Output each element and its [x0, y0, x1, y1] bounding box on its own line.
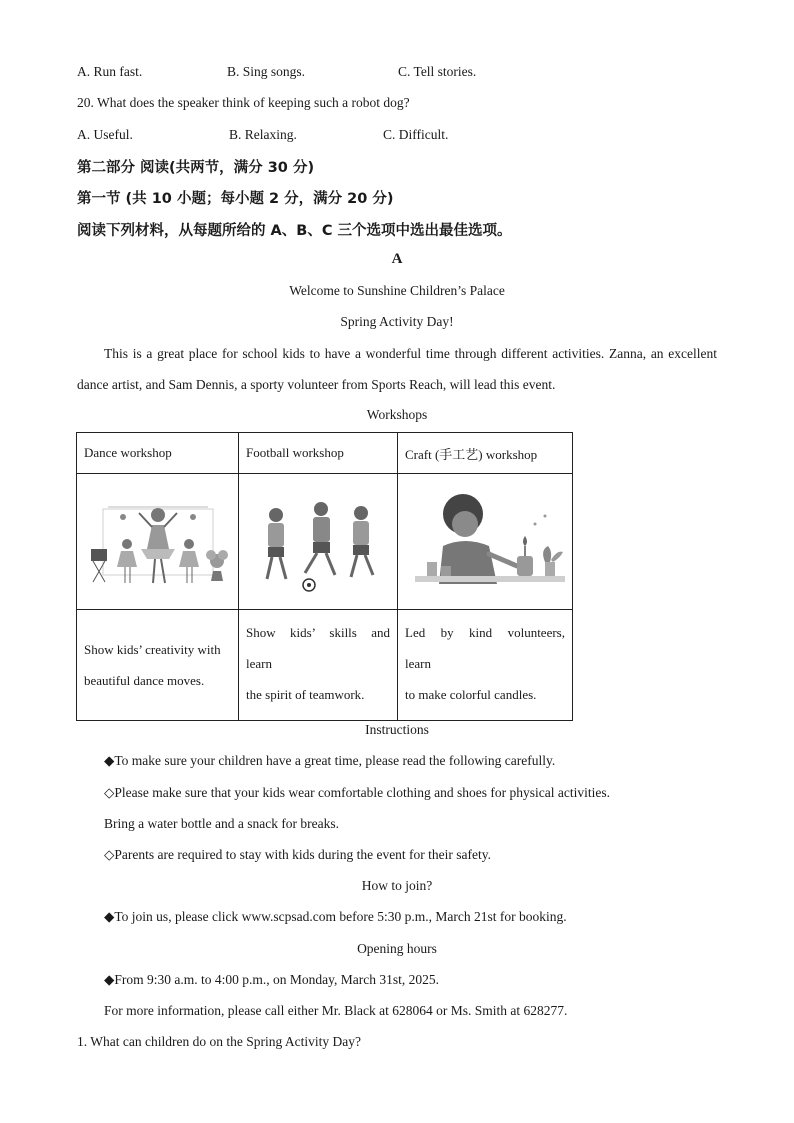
- section1-heading: 第一节 (共 10 小题；每小题 2 分，满分 20 分): [77, 191, 394, 207]
- football-desc-line2: learn: [246, 656, 272, 671]
- workshop-desc-dance: [77, 610, 239, 721]
- workshops-heading: Workshops: [366, 407, 428, 422]
- q20-question: 20. What does the speaker think of keeping such a robot dog?: [77, 95, 410, 110]
- workshop-name-dance: Dance workshop: [77, 433, 239, 474]
- workshop-desc-football: [239, 610, 398, 721]
- dance-desc-line1: Show kids’ creativity with: [84, 642, 221, 657]
- instruction-item-1: ◆To make sure your children have a great time, please read the following carefully.: [104, 753, 556, 768]
- instruction-item-4: ◇Parents are required to stay with kids during the event for their safety.: [104, 847, 492, 862]
- craft-desc-line1: Led by kind volunteers,: [405, 625, 565, 640]
- question-1: 1. What can children do on the Spring Activity Day?: [77, 1034, 361, 1049]
- instruction-item-3: Bring a water bottle and a snack for breaks.: [104, 816, 340, 831]
- dance-illustration: [77, 474, 239, 610]
- join-text: ◆To join us, please click www.scpsad.com before 5:30 p.m., March 21st for booking.: [104, 909, 567, 924]
- q19-option-a: A. Run fast.: [77, 64, 143, 79]
- workshop-desc-craft: [398, 610, 573, 721]
- contact-text: For more information, please call either Mr. Black at 628064 or Ms. Smith at 628277.: [104, 1003, 568, 1018]
- part2-heading: 第二部分 阅读(共两节，满分 30 分): [77, 160, 315, 176]
- workshop-name-football: Football workshop: [239, 433, 398, 474]
- passage-title: Welcome to Sunshine Children’s Palace: [289, 283, 505, 298]
- q20-option-a: A. Useful.: [77, 127, 133, 142]
- intro-paragraph: This is a great place for school kids to have a wonderful time through different activities. Zanna, an excellent dance artist, and Sam Dennis, a sporty volunteer from Sports Reach, will lead this event.: [77, 346, 717, 392]
- reading-instruction: 阅读下列材料，从每题所给的 A、B、C 三个选项中选出最佳选项。: [77, 223, 512, 239]
- instruction-item-2: ◇Please make sure that your kids wear comfortable clothing and shoes for physical activities.: [104, 785, 610, 800]
- passage-subtitle: Spring Activity Day!: [340, 314, 454, 329]
- dance-desc-line2: beautiful dance moves.: [84, 673, 205, 688]
- join-heading: How to join?: [361, 878, 433, 893]
- football-illustration: [239, 474, 398, 610]
- instructions-heading: Instructions: [365, 722, 429, 737]
- q19-option-b: B. Sing songs.: [227, 64, 306, 79]
- q19-option-c: C. Tell stories.: [398, 64, 477, 79]
- workshop-name-craft: Craft (手工艺) workshop: [398, 433, 573, 474]
- football-desc-line1: Show kids’ skills and: [246, 625, 390, 640]
- football-desc-line3: the spirit of teamwork.: [246, 687, 365, 702]
- q20-option-b: B. Relaxing.: [229, 127, 297, 142]
- candle-craft-illustration: [398, 474, 573, 610]
- hours-text: ◆From 9:30 a.m. to 4:00 p.m., on Monday, March 31st, 2025.: [104, 972, 439, 987]
- craft-desc-line2: learn: [405, 656, 431, 671]
- q20-option-c: C. Difficult.: [383, 127, 449, 142]
- hours-heading: Opening hours: [357, 941, 437, 956]
- passage-letter: A: [391, 251, 403, 267]
- workshops-table: [76, 432, 573, 721]
- craft-desc-line3: to make colorful candles.: [405, 687, 537, 702]
